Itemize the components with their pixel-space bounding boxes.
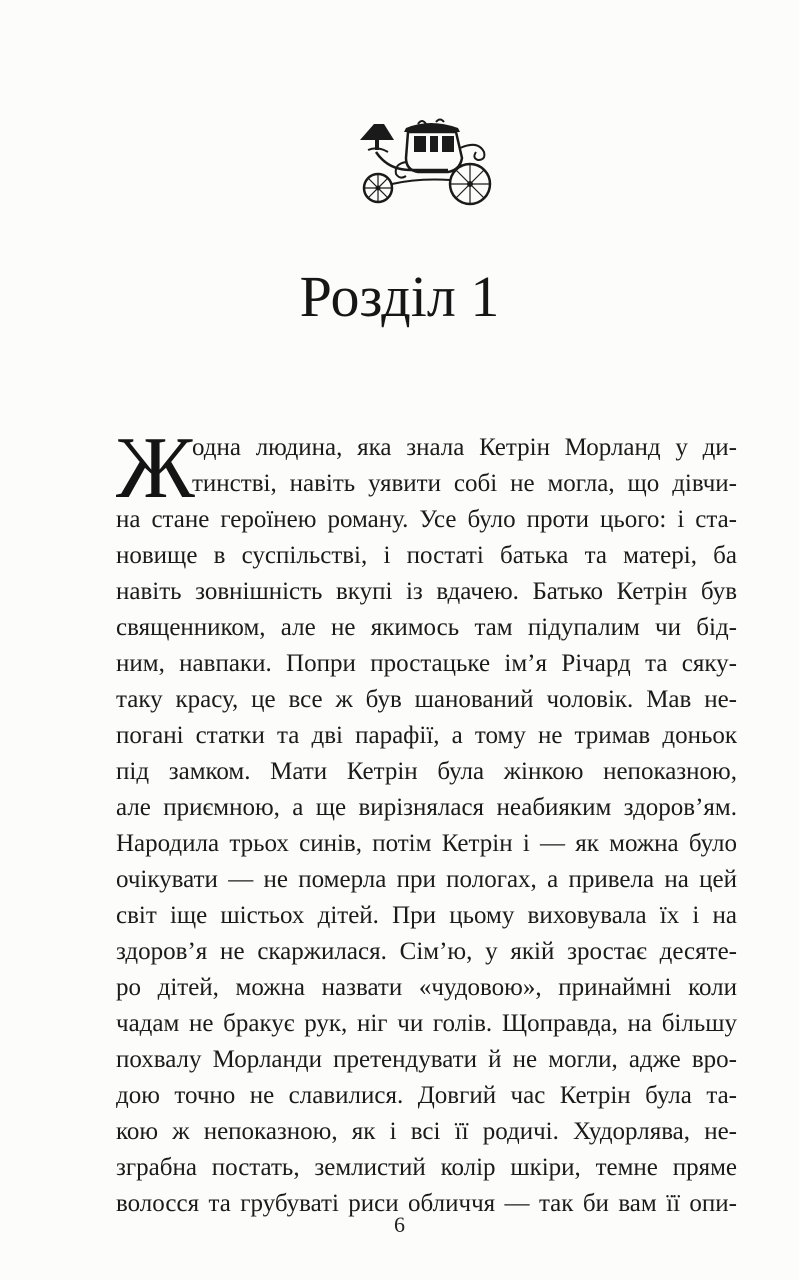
text-line: кою ж непоказною, як і всі її родичі. Худорлява, не-: [116, 1118, 737, 1145]
text-line: навіть зовнішність вкупі із вдачею. Батько Кетрін був: [116, 578, 737, 605]
drop-cap: Ж: [116, 420, 195, 517]
text-line: дою точно не славилися. Довгий час Кетрін була та-: [116, 1082, 737, 1109]
text-line: очікувати — не померла при пологах, а привела на цей: [116, 866, 737, 893]
text-line: похвалу Морланди претендувати й не могли, адже вро-: [116, 1046, 737, 1073]
text-line: священником, але не якимось там підупалим чи бід-: [116, 614, 737, 641]
text-line: чадам не бракує рук, ніг чи голів. Щоправда, на більшу: [116, 1010, 737, 1037]
text-line: тинстві, навіть уявити собі не могла, що дівчи-: [192, 470, 737, 497]
text-line: світ іще шістьох дітей. При цьому виховувала їх і на: [116, 902, 737, 929]
page-number: 6: [394, 1212, 405, 1237]
text-line: але приємною, а ще вирізнялася неабияким здоров’ям.: [116, 794, 737, 821]
text-line: таку красу, це все ж був шанований чоловік. Мав не-: [116, 686, 737, 713]
text-line: погані статки та дві парафії, а тому не тримав доньок: [116, 722, 737, 749]
text-line: на стане героїнею роману. Усе було проти цього: і ста-: [116, 506, 737, 533]
text-line: зграбна постать, землистий колір шкіри, темне пряме: [116, 1154, 737, 1181]
text-line: під замком. Мати Кетрін була жінкою непоказною,: [116, 758, 737, 785]
text-line: Народила трьох синів, потім Кетрін і — як можна було: [116, 830, 737, 857]
carriage-icon: [348, 118, 498, 210]
text-line: ним, навпаки. Попри простацьке ім’я Річард та сяку-: [116, 650, 737, 677]
text-line: ро дітей, можна назвати «чудовою», принаймні коли: [116, 974, 737, 1001]
text-line: новище в суспільстві, і постаті батька та матері, ба: [116, 542, 737, 569]
text-line: одна людина, яка знала Кетрін Морланд у ди-: [192, 434, 737, 461]
chapter-title: Розділ 1: [299, 264, 500, 329]
text-line: здоров’я не скаржилася. Сім’ю, у якій зростає десяте-: [116, 938, 737, 965]
text-line: волосся та грубуваті риси обличчя — так би вам її опи-: [116, 1190, 737, 1217]
